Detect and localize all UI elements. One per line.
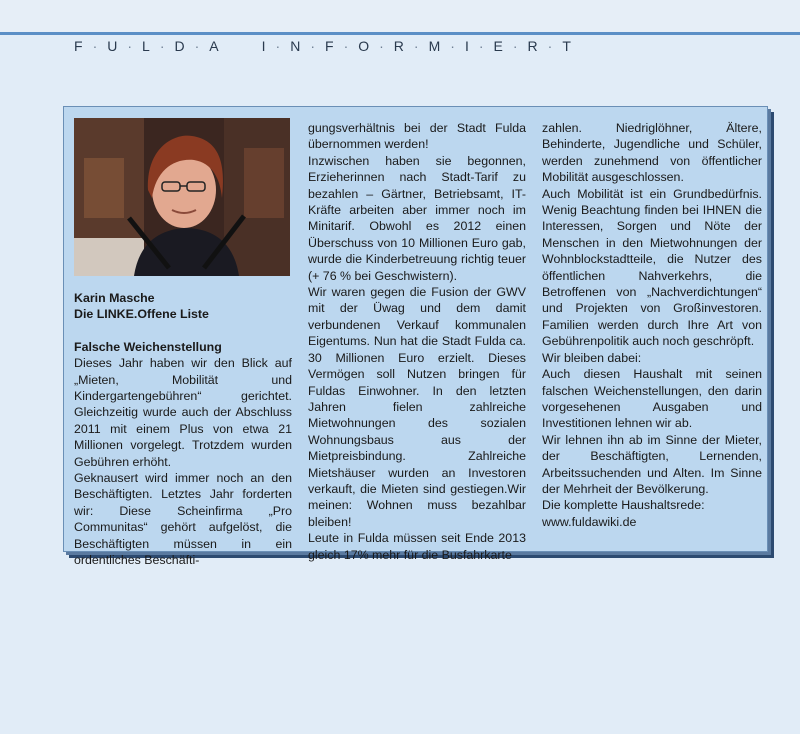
author-party: Die LINKE.Offene Liste bbox=[74, 307, 209, 322]
paragraph: gungsverhältnis bei der Stadt Fulda übernommen werden! bbox=[308, 121, 526, 152]
masthead-letter: D bbox=[174, 38, 185, 54]
masthead-letter: R bbox=[527, 38, 538, 54]
column-3 bbox=[542, 120, 762, 564]
masthead-letter: M bbox=[428, 38, 441, 54]
masthead-letter: U bbox=[107, 38, 118, 54]
paragraph: Leute in Fulda müssen seit Ende 2013 gleich 17% mehr für die Busfahrkarte bbox=[308, 531, 526, 562]
paragraph: Auch diesen Haushalt mit seinen falschen Weichenstellungen, den darin vorgesehenen Ausgaben und Investitionen lehnen wir ab. bbox=[542, 367, 762, 431]
masthead-letter: N bbox=[290, 38, 301, 54]
column-1 bbox=[74, 290, 292, 734]
paragraph: Wir waren gegen die Fusion der GWV mit der Üwag und dem damit verbundenen Verkauf kommunalen Eigentums. Nun hat die Stadt Fulda ca. 30 Millionen Euro erzielt. Dieses Vermögen soll Nutzen bringen für Fuldas Einwohner. In den letzten Jahren fielen zahlreiche Mietwohnungen des sozialen Wohnungsbaus aus der Mietpreisbindung. Zahlreiche Mietshäuser wurden an Investoren verkauft, die Mieten sind gestiegen.Wir meinen: Wohnen muss bezahlbar bleiben! bbox=[308, 285, 526, 529]
paragraph: Auch Mobilität ist ein Grundbedürfnis. Wenig Beachtung finden bei IHNEN die Interessen, Sorgen und Nöte der Menschen in den Mietwohnungen der Wohnblockstadtteile, die Nutzer des öffentlichen Nahverkehrs, die Betroffenen von „Nachverdichtungen“ und Projekten von Großinvestoren. Familien werden durch Ihre Art von Gebührenpolitik auch noch geschröpft. bbox=[542, 186, 762, 349]
masthead-letter: F bbox=[325, 38, 334, 54]
author-photo-image bbox=[74, 118, 290, 276]
author-name: Karin Masche bbox=[74, 291, 155, 305]
top-rule bbox=[0, 32, 800, 35]
masthead-letter: E bbox=[493, 38, 503, 54]
masthead-letter: A bbox=[209, 38, 219, 54]
masthead-letter: T bbox=[562, 38, 571, 54]
masthead-letter: L bbox=[142, 38, 150, 54]
website-link[interactable]: www.fuldawiki.de bbox=[542, 514, 637, 529]
paragraph: Geknausert wird immer noch an den Beschäftigten. Letztes Jahr forderten wir: Diese Scheinfirma „Pro Communitas“ gehört aufgelöst, die Beschäftigten müssen in ein ordentliches Beschäfti- bbox=[74, 471, 292, 568]
paragraph: zahlen. Niedriglöhner, Ältere, Behinderte, Jugendliche und Schüler, werden zunehmend von öffentlicher Mobilität ausgeschlossen. bbox=[542, 121, 762, 185]
masthead-letter: R bbox=[393, 38, 404, 54]
paragraph: Wir lehnen ihn ab im Sinne der Mieter, der Beschäftigten, Lernenden, Arbeitssuchenden und Alten. Im Sinne der Mehrheit der Bevölkerung. bbox=[542, 432, 762, 496]
top-band bbox=[0, 0, 800, 33]
column-2 bbox=[308, 120, 526, 564]
masthead-letter: I bbox=[261, 38, 266, 54]
author-photo bbox=[74, 118, 290, 276]
masthead-letter: I bbox=[464, 38, 469, 54]
masthead-letter: F bbox=[74, 38, 83, 54]
masthead-letter: O bbox=[358, 38, 370, 54]
paragraph: Inzwischen haben sie begonnen, Erzieherinnen nach Stadt-Tarif zu bezahlen – Gärtner, Betriebsamt, IT-Kräfte arbeiten aber immer noch im Minitarif. Obwohl es 2012 einen Überschuss von 10 Millionen Euro gab, wurde die Kinderbetreuung richtig teuer (+ 76 % bei Geschwistern). bbox=[308, 153, 526, 283]
masthead-word-informiert: I · N · F · O · R · M · I · E · R · T bbox=[261, 38, 571, 54]
article-box bbox=[63, 106, 768, 568]
masthead-word-fulda: F · U · L · D · A bbox=[74, 38, 219, 54]
paragraph: Dieses Jahr haben wir den Blick auf „Mieten, Mobilität und Kindergartengebühren“ gerichtet. Gleichzeitig wurde auch der Abschluss 2011 mit einem Plus von etwa 21 Millionen vorgelegt. Trotzdem wurden Gebühren erhöht. bbox=[74, 356, 292, 469]
article-heading: Falsche Weichenstellung bbox=[74, 339, 222, 354]
paragraph: Wir bleiben dabei: bbox=[542, 350, 642, 365]
paragraph: Die komplette Haushaltsrede: bbox=[542, 498, 705, 513]
masthead bbox=[74, 38, 581, 54]
